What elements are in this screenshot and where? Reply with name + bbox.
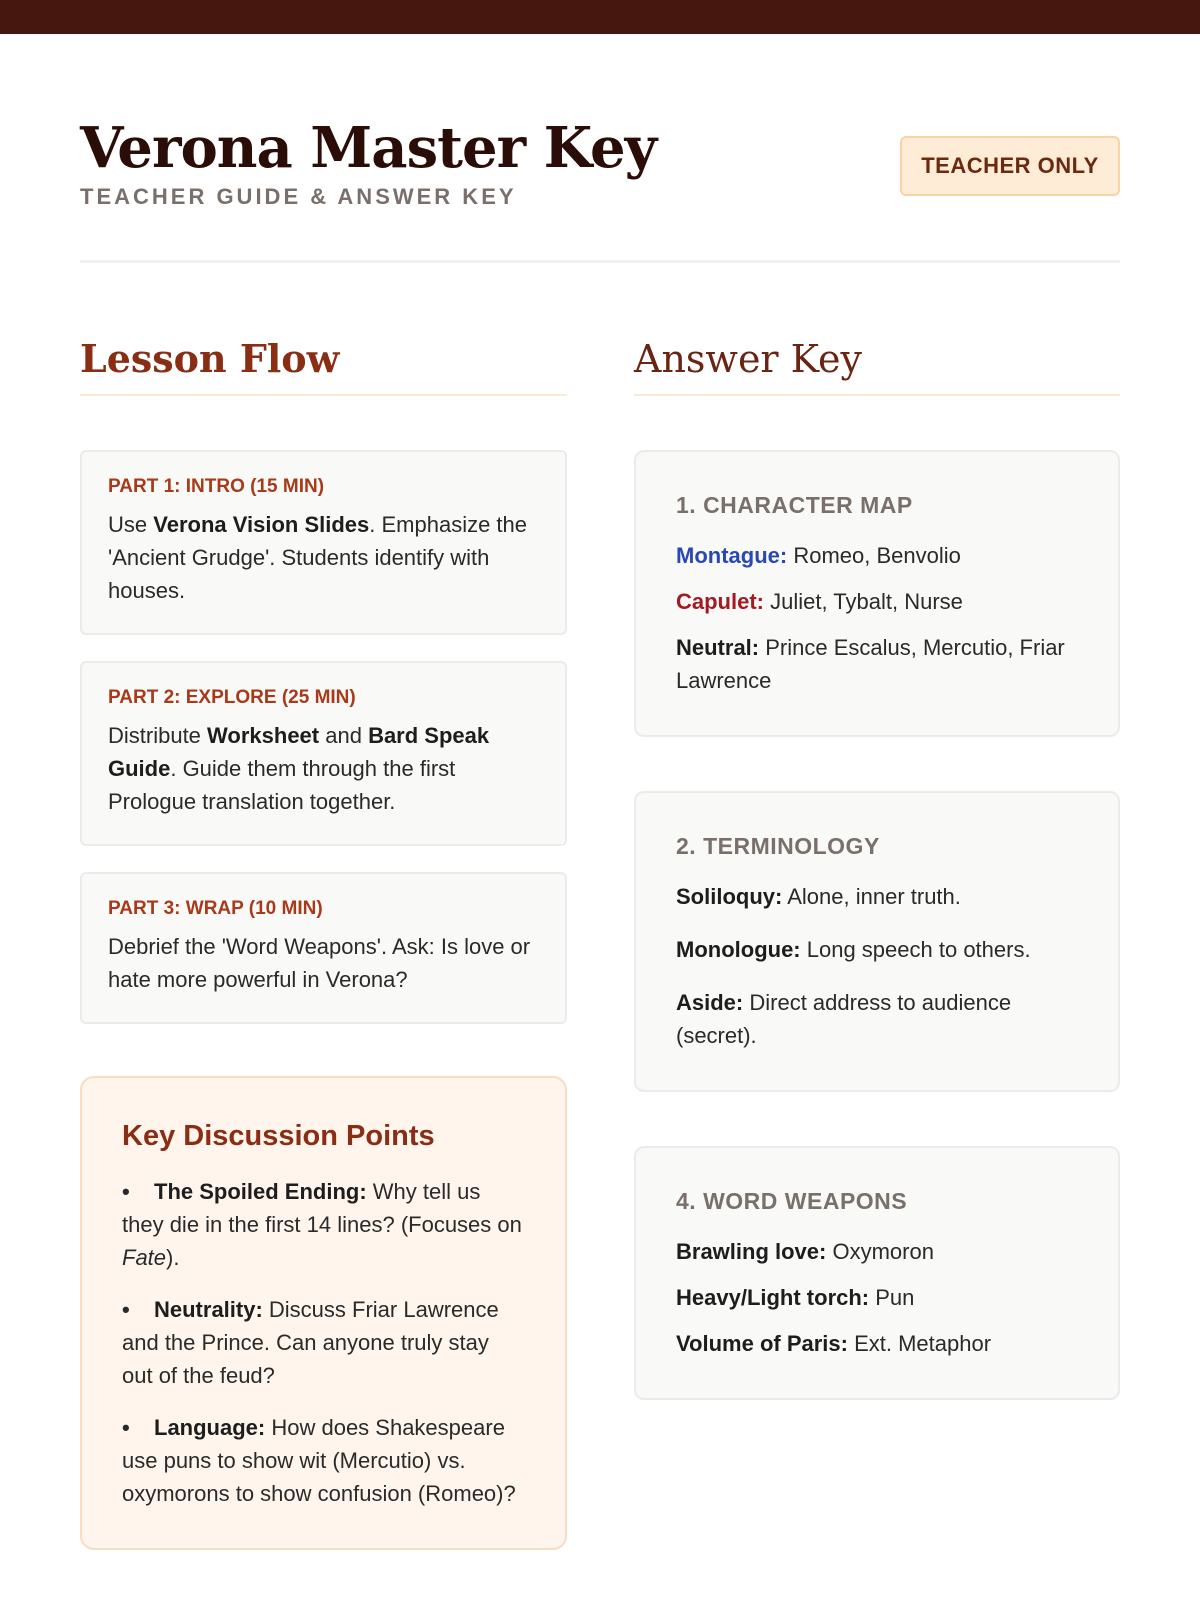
card-title: 2. TERMINOLOGY: [676, 833, 880, 859]
list-item: • Language: How does Shakespeare use puns to show wit (Mercutio) vs. oxymorons to show confusion (Romeo)?: [122, 1411, 525, 1510]
character-row-montague: Montague: Romeo, Benvolio: [676, 543, 961, 568]
bullet-icon: •: [122, 1297, 130, 1322]
part-text: Use Verona Vision Slides. Emphasize the 'Ancient Grudge'. Students identify with houses.: [108, 512, 528, 603]
card-title: 1. CHARACTER MAP: [676, 492, 913, 518]
weapon-row: Brawling love: Oxymoron: [676, 1239, 934, 1264]
part-text: Distribute Worksheet and Bard Speak Guide. Guide them through the first Prologue translation together.: [108, 723, 490, 814]
page-header: [80, 116, 1120, 226]
page-title: Verona Master Key: [80, 115, 657, 181]
term-row: Monologue: Long speech to others.: [676, 937, 1031, 962]
lesson-flow-heading: Lesson Flow: [80, 330, 567, 396]
weapon-row: Heavy/Light torch: Pun: [676, 1285, 915, 1310]
page-subtitle: TEACHER GUIDE & ANSWER KEY: [80, 184, 517, 209]
term-row: Soliloquy: Alone, inner truth.: [676, 884, 961, 909]
key-discussion-points: [80, 1076, 567, 1550]
card-title: 4. WORD WEAPONS: [676, 1188, 908, 1214]
part-label: PART 3: WRAP (10 MIN): [108, 898, 323, 919]
top-bar: [0, 0, 1200, 34]
discussion-heading: Key Discussion Points: [122, 1120, 435, 1152]
bullet-icon: •: [122, 1179, 130, 1204]
answer-key-heading: Answer Key: [634, 330, 1120, 396]
bullet-icon: •: [122, 1415, 130, 1440]
list-item: • Neutrality: Discuss Friar Lawrence and the Prince. Can anyone truly stay out of the feud?: [122, 1293, 525, 1392]
character-row-neutral: Neutral: Prince Escalus, Mercutio, Friar Lawrence: [676, 635, 1065, 693]
lesson-part-3: [80, 872, 567, 1024]
term-row: Aside: Direct address to audience (secret).: [676, 990, 1012, 1048]
part-label: PART 2: EXPLORE (25 MIN): [108, 687, 356, 708]
lesson-part-2: [80, 661, 567, 846]
character-row-capulet: Capulet: Juliet, Tybalt, Nurse: [676, 589, 963, 614]
discussion-list: [122, 1175, 525, 1510]
part-text: Debrief the 'Word Weapons'. Ask: Is love or hate more powerful in Verona?: [108, 934, 531, 992]
lesson-flow-column: [80, 330, 567, 1550]
teacher-only-badge: TEACHER ONLY: [900, 136, 1120, 196]
lesson-part-1: [80, 450, 567, 635]
word-weapons-card: [634, 1146, 1120, 1400]
answer-key-column: [634, 330, 1120, 1400]
list-item: • The Spoiled Ending: Why tell us they die in the first 14 lines? (Focuses on Fate).: [122, 1175, 525, 1274]
character-map-card: [634, 450, 1120, 737]
weapon-row: Volume of Paris: Ext. Metaphor: [676, 1331, 992, 1356]
terminology-card: [634, 791, 1120, 1092]
part-label: PART 1: INTRO (15 MIN): [108, 476, 325, 497]
header-divider: [80, 260, 1120, 263]
